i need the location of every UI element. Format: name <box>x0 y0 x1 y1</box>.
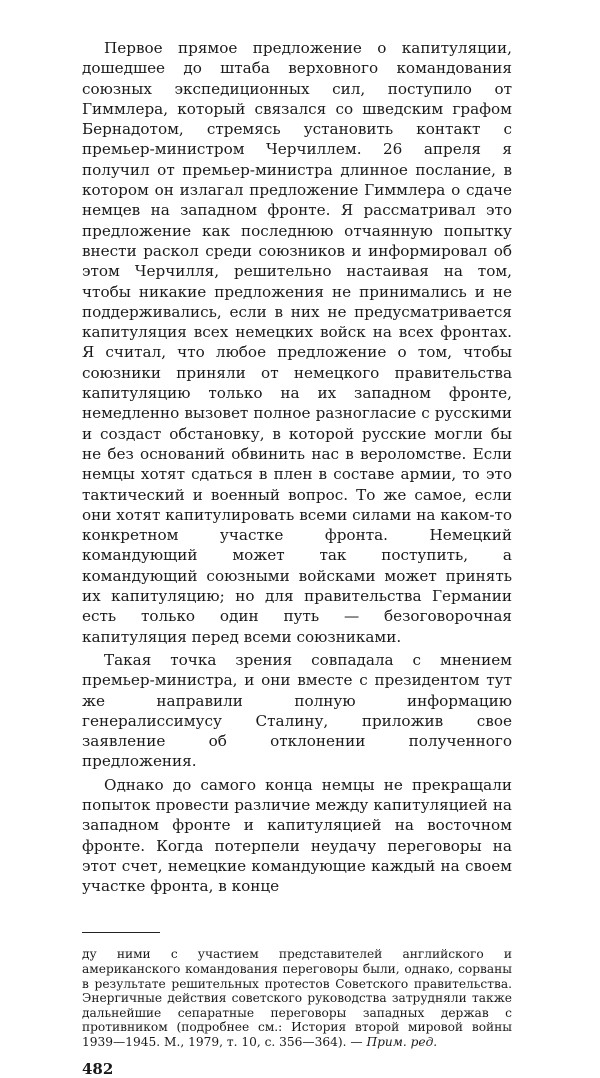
paragraph-3: Однако до самого конца немцы не прекращали попыток провести различие между капитуляцией на западном фронте и капитуляцией на восточном фронте. Когда потерпели неудачу переговоры на этот счет, немецкие командующие каждый на своем участке фронта, в конце <box>82 775 512 896</box>
paragraph-1: Первое прямое предложение о капитуляции, дошедшее до штаба верховного командования союзных экспедиционных сил, поступило от Гиммлера, который связался со шведским графом Бернадотом, стремясь установить контакт с премьер-министром Черчиллем. 26 апреля я получил от премьер-министра длинное послание, в котором он излагал предложение Гиммлера о сдаче немцев на западном фронте. Я рассматривал это предложение как последнюю отчаянную попытку внести раскол среди союзников и информировал об этом Черчилля, решительно настаивая на том, чтобы никакие предложения не принимались и не поддерживались, если в них не предусматривается капитуляция всех немецких войск на всех фронтах. Я считал, что любое предложение о том, чтобы союзники приняли от немецкого правительства капитуляцию только на их западном фронте, немедленно вызовет полное разногласие с русскими и создаст обстановку, в которой русские могли бы не без оснований обвинить нас в вероломстве. Если немцы хотят сдаться в плен в составе армии, то это тактический и военный вопрос. То же самое, если они хотят капитулировать всеми силами на каком-то конкретном участке фронта. Немецкий командующий может так поступить, а командующий союзными войсками может принять их капитуляцию; но для правительства Германии есть только один путь — безоговорочная капитуляция перед всеми союзниками. <box>82 39 512 646</box>
page-number: 482 <box>82 1059 114 1078</box>
footnote-text: ду ними с участием представителей английского и американского командования переговоры были, однако, сорваны в результате решительных протестов Советского правительства. Энергичные действия советского руководства затрудняли также дальнейшие сепаратные переговоры западных держав с противником (подробнее см.: История второй мировой войны 1939—1945. М., 1979, т. 10, с. 356—364). — <box>82 947 512 1050</box>
footnote <box>82 947 512 1049</box>
paragraph-2: Такая точка зрения совпадала с мнением премьер-министра, и они вместе с президентом тут же направили полную информацию генералиссимусу Сталину, приложив свое заявление об отклонении полученного предложения. <box>82 650 512 771</box>
document-page <box>82 38 512 1078</box>
footnote-divider <box>82 932 160 933</box>
editor-note: Прим. ред. <box>366 1035 438 1050</box>
